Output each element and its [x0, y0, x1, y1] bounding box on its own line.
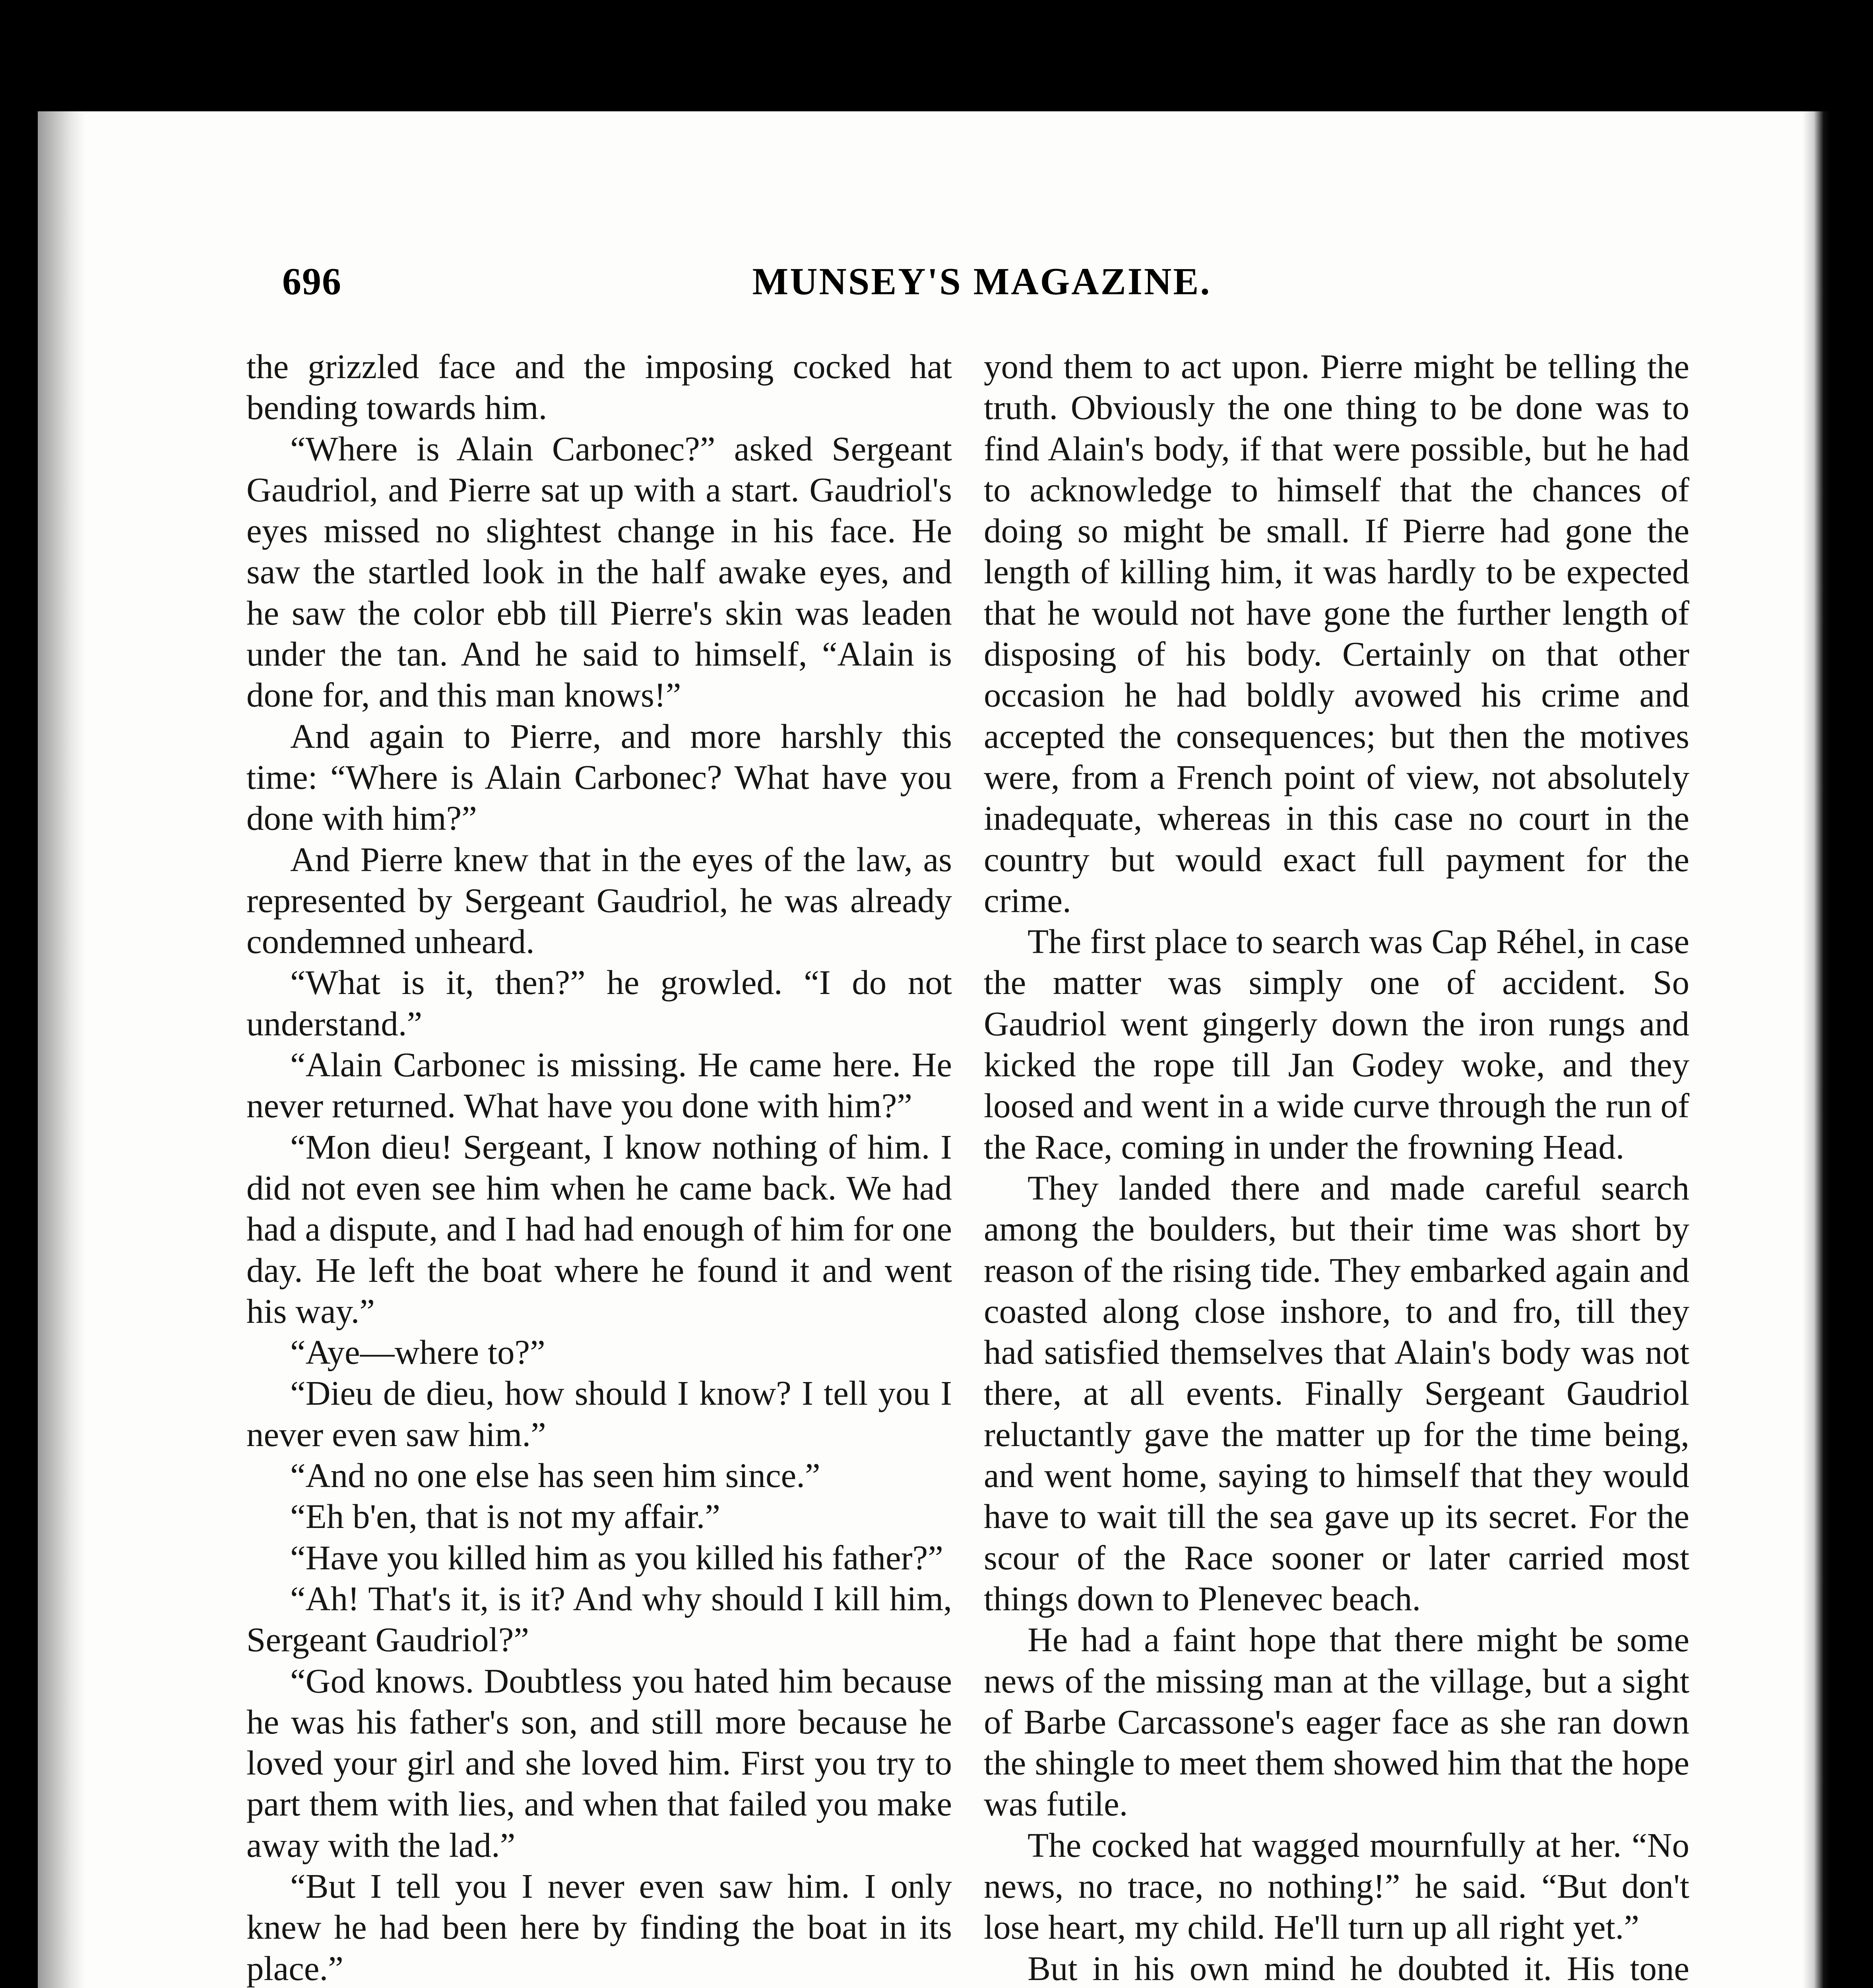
paragraph: “Eh b'en, that is not my affair.” [290, 1497, 720, 1536]
page-edge-shadow [1803, 111, 1830, 1988]
paragraph: “Alain Carbonec is missing. He came here. He never returned. What have you done with him?” [246, 1045, 952, 1125]
paragraph: And again to Pierre, and more harshly this time: “Where is Alain Carbonec? What have you done with him?” [246, 716, 952, 838]
page-number: 696 [282, 260, 342, 303]
paragraph: But in his own mind he doubted it. His tone [1028, 1949, 1689, 1988]
paragraph: the grizzled face and the imposing cocked hat bending towards him. [246, 347, 952, 427]
paragraph: “What is it, then?” he growled. “I do not understand.” [246, 963, 952, 1043]
paragraph: yond them to act upon. Pierre might be telling the truth. Obviously the one thing to be done was to find Alain's body, if that were possible, but he had to acknowledge to himself that the chances of doing so might be small. If Pierre had gone the length of killing him, it was hardly to be expected that he would not have gone the further length of disposing of his body. Certainly on that other occasion he had boldly avowed his crime and accepted the consequences; but then the motives were, from a French point of view, not absolutely inadequate, whereas in this case no court in the country but would exact full payment for the crime. [984, 347, 1689, 920]
left-column [246, 346, 952, 1988]
running-title: MUNSEY'S MAGAZINE. [752, 260, 1212, 303]
page-header [246, 259, 1717, 315]
paragraph: “Mon dieu! Sergeant, I know nothing of him. I did not even see him when he came back. We had had a dispute, and I had had enough of him for one day. He left the boat where he found it and went his way.” [246, 1127, 952, 1330]
paragraph: “Ah! That's it, is it? And why should I kill him, Sergeant Gaudriol?” [246, 1579, 952, 1659]
paragraph: “And no one else has seen him since.” [290, 1456, 820, 1495]
paragraph: “Dieu de dieu, how should I know? I tell you I never even saw him.” [246, 1374, 952, 1454]
paragraph: “Have you killed him as you killed his father?” [290, 1538, 943, 1577]
paragraph: “Where is Alain Carbonec?” asked Sergeant Gaudriol, and Pierre sat up with a start. Gaudriol's eyes missed no slightest change in his face. He saw the startled look in the half awake eyes, and he saw the color ebb till Pierre's skin was leaden under the tan. And he said to himself, “Alain is done for, and this man knows!” [246, 429, 952, 714]
page-binding-shadow [38, 111, 85, 1988]
paragraph: “But I tell you I never even saw him. I only knew he had been here by finding the boat in its place.” [246, 1866, 952, 1988]
paragraph: The cocked hat wagged mournfully at her. “No news, no trace, no nothing!” he said. “But don't lose heart, my child. He'll turn up all right yet.” [984, 1825, 1689, 1947]
paragraph: They landed there and made careful search among the boulders, but their time was short by reason of the rising tide. They embarked again and coasted along close inshore, to and fro, till they had satisfied themselves that Alain's body was not there, at all events. Finally Sergeant Gaudriol reluctantly gave the matter up for the time being, and went home, saying to himself that they would have to wait till the sea gave up its secret. For the scour of the Race sooner or later carried most things down to Plenevec beach. [984, 1168, 1689, 1618]
paragraph: The first place to search was Cap Réhel, in case the matter was simply one of accident. So Gaudriol went gingerly down the iron rungs and kicked the rope till Jan Godey woke, and they loosed and went in a wide curve through the run of the Race, coming in under the frowning Head. [984, 922, 1689, 1166]
paragraph: “God knows. Doubtless you hated him because he was his father's son, and still more because he loved your girl and she loved him. First you try to part them with lies, and when that failed you make away with the lad.” [246, 1661, 952, 1864]
magazine-page [38, 111, 1830, 1988]
paragraph: He had a faint hope that there might be some news of the missing man at the village, but a sight of Barbe Carcassone's eager face as she ran down the shingle to meet them showed him that the hope was futile. [984, 1620, 1689, 1823]
paragraph: And Pierre knew that in the eyes of the law, as represented by Sergeant Gaudriol, he was already condemned unheard. [246, 840, 952, 961]
right-column [984, 346, 1689, 1988]
paragraph: “Aye—where to?” [290, 1333, 545, 1372]
